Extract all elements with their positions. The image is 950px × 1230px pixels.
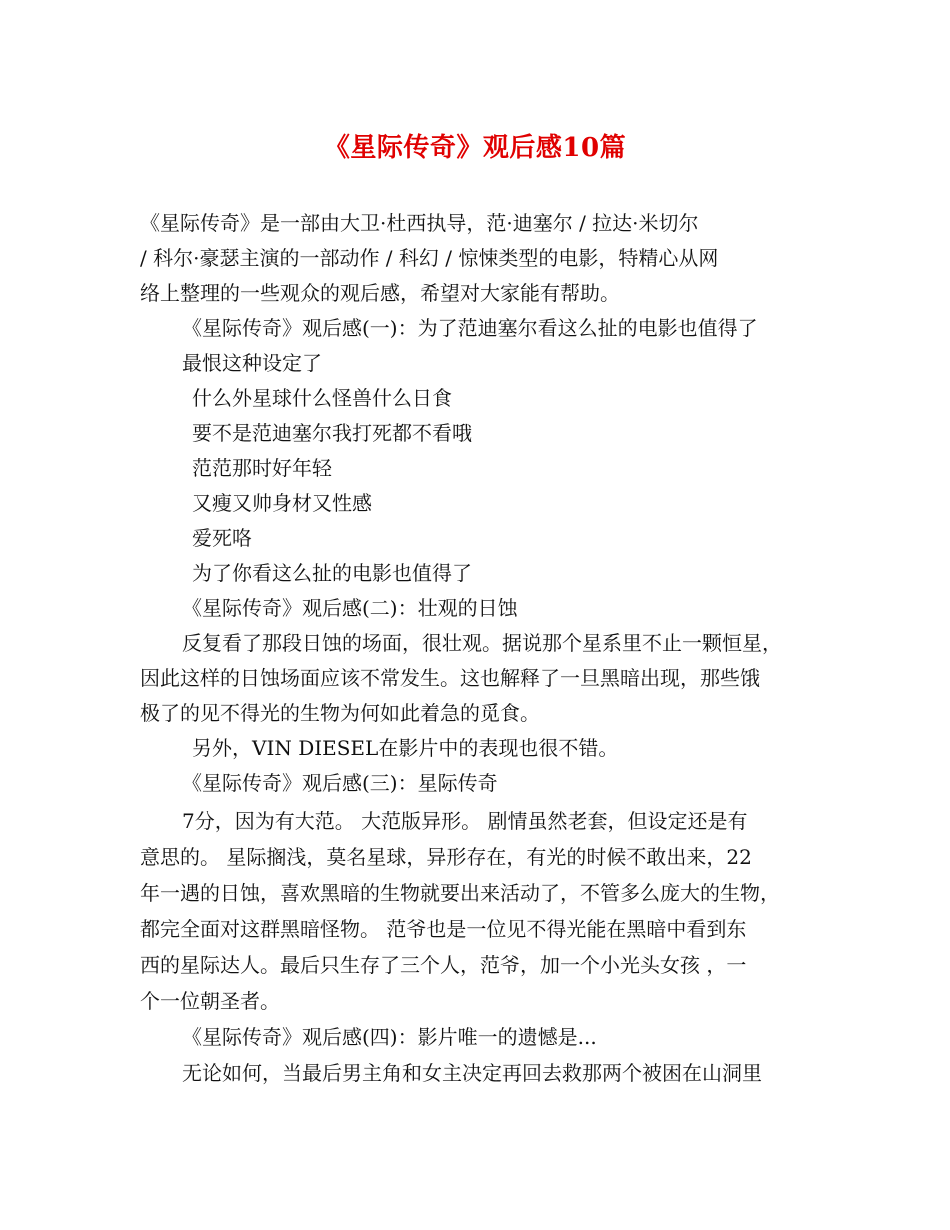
- section-heading-3: 《星际传奇》观后感(三)：星际传奇: [182, 771, 498, 795]
- review-4-line-1: 无论如何，当最后男主角和女主决定再回去救那两个被困在山洞里: [182, 1061, 762, 1085]
- section-heading-1: 《星际传奇》观后感(一)：为了范迪塞尔看这么扯的电影也值得了: [182, 316, 758, 340]
- document-title: 《星际传奇》观后感10篇: [323, 133, 627, 163]
- review-3-line-6: 个一位朝圣者。: [140, 989, 280, 1013]
- intro-line-2: / 科尔·豪瑟主演的一部动作 / 科幻 / 惊悚类型的电影，特精心从网: [140, 246, 719, 270]
- review-3-line-5: 西的星际达人。最后只生存了三个人，范爷，加一个小光头女孩 ，一: [140, 953, 747, 977]
- section-heading-2: 《星际传奇》观后感(二)：壮观的日蚀: [182, 596, 518, 620]
- review-1-line-6: 爱死咯: [192, 526, 252, 550]
- review-1-line-7: 为了你看这么扯的电影也值得了: [192, 561, 472, 585]
- review-2-line-3: 极了的见不得光的生物为何如此着急的觅食。: [140, 701, 540, 725]
- review-1-line-5: 又瘦又帅身材又性感: [192, 491, 372, 515]
- review-3-line-4: 都完全面对这群黑暗怪物。 范爷也是一位见不得光能在黑暗中看到东: [140, 917, 747, 941]
- section-heading-4: 《星际传奇》观后感(四)：影片唯一的遗憾是...: [182, 1025, 597, 1049]
- review-1-line-1: 最恨这种设定了: [182, 351, 322, 375]
- review-2-line-2: 因此这样的日蚀场面应该不常发生。这也解释了一旦黑暗出现，那些饿: [140, 666, 760, 690]
- review-3-line-3: 年一遇的日蚀，喜欢黑暗的生物就要出来活动了，不管多么庞大的生物，: [140, 881, 780, 905]
- intro-line-3: 络上整理的一些观众的观后感，希望对大家能有帮助。: [140, 281, 620, 305]
- review-3-line-2: 意思的。 星际搁浅，莫名星球，异形存在，有光的时候不敢出来，22: [140, 845, 752, 869]
- intro-line-1: 《星际传奇》是一部由大卫·杜西执导，范·迪塞尔 / 拉达·米切尔: [140, 211, 699, 235]
- review-1-line-3: 要不是范迪塞尔我打死都不看哦: [192, 421, 472, 445]
- review-1-line-4: 范范那时好年轻: [192, 456, 332, 480]
- review-3-line-1: 7分，因为有大范。 大范版异形。 剧情虽然老套，但设定还是有: [182, 809, 748, 833]
- review-1-line-2: 什么外星球什么怪兽什么日食: [192, 386, 452, 410]
- review-2-line-1: 反复看了那段日蚀的场面，很壮观。据说那个星系里不止一颗恒星，: [182, 631, 782, 655]
- review-2-line-4: 另外，VIN DIESEL在影片中的表现也很不错。: [192, 736, 619, 760]
